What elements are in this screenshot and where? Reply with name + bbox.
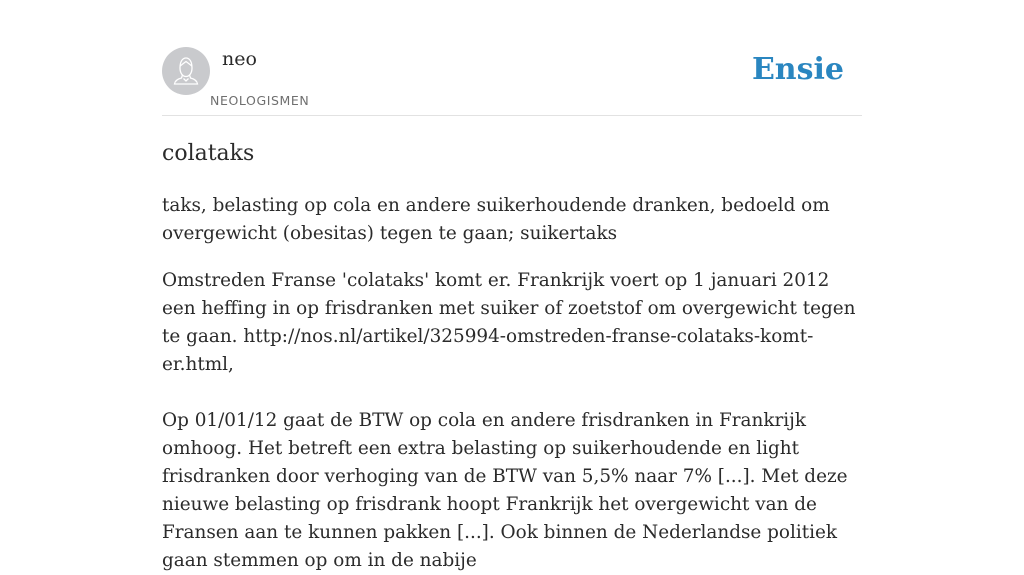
entry-example	[162, 267, 867, 575]
brand-logo[interactable]: Ensie	[751, 52, 844, 87]
example-paragraph: Op 01/01/12 gaat de BTW op cola en andere frisdranken in Frankrijk omhoog. Het betreft een extra belasting op suikerhoudende en light frisdranken door verhoging van de BTW van 5,5% naar 7% [...]. Met deze nieuwe belasting op frisdrank hoopt Frankrijk het overgewicht van de Fransen aan te kunnen pakken [...]. Ook binnen de Nederlandse politiek gaan stemmen op om in de nabije	[162, 410, 848, 571]
author-name[interactable]: neo	[222, 48, 257, 70]
author-avatar[interactable]	[162, 47, 210, 95]
entry-definition: taks, belasting op cola en andere suikerhoudende dranken, bedoeld om overgewicht (obesitas) tegen te gaan; suikertaks	[162, 195, 830, 244]
entry-title: colataks	[162, 141, 255, 166]
user-silhouette-icon	[162, 47, 210, 95]
category-label[interactable]: NEOLOGISMEN	[210, 93, 310, 108]
entry-header	[162, 47, 862, 116]
example-paragraph: Omstreden Franse 'colataks' komt er. Frankrijk voert op 1 januari 2012 een heffing in op frisdranken met suiker of zoetstof om overgewicht tegen te gaan. http://nos.nl/artikel/325994-omstreden-franse-colataks-komt-er.html,	[162, 270, 856, 375]
